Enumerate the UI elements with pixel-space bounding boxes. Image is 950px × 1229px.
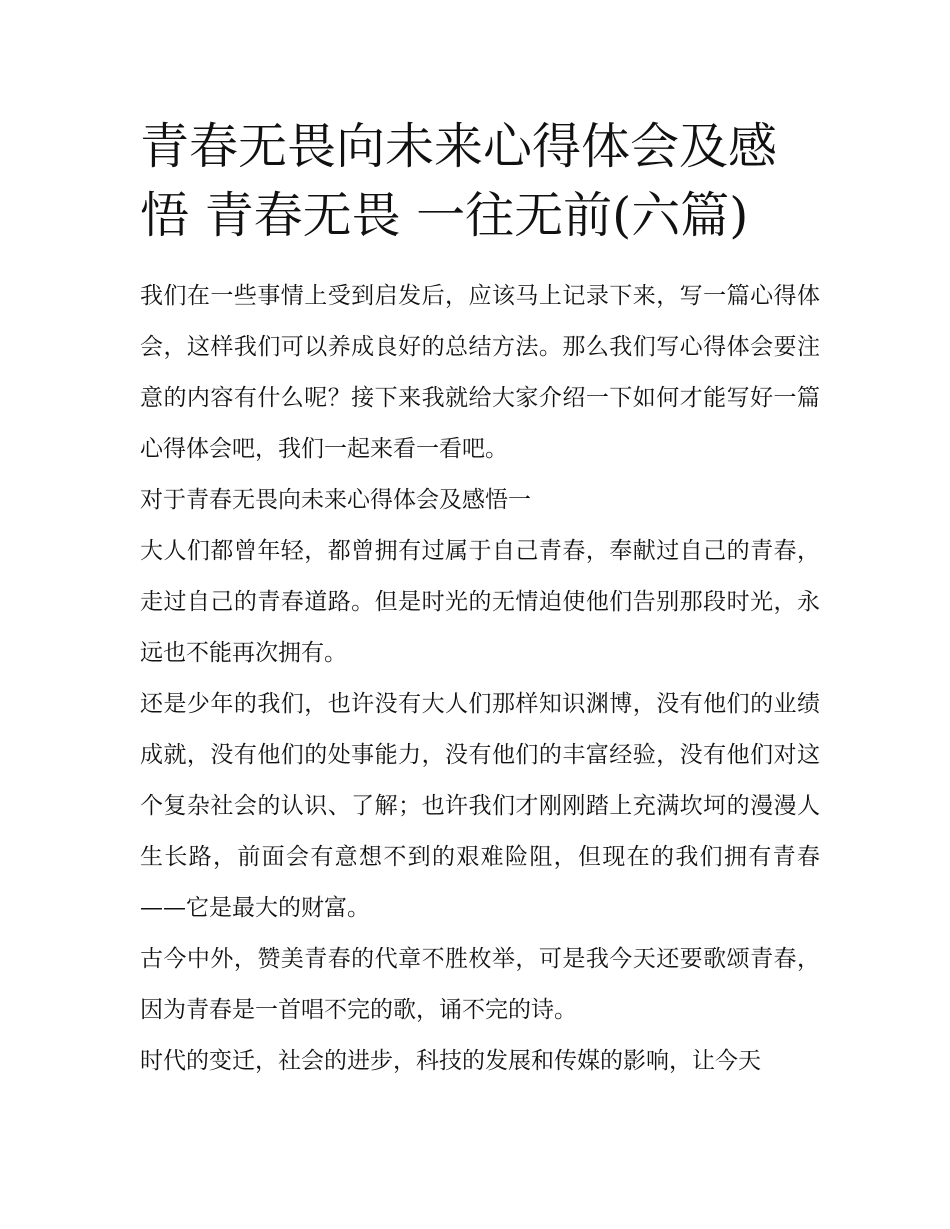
paragraph-intro: 我们在一些事情上受到启发后，应该马上记录下来，写一篇心得体会，这样我们可以养成良好的总结方法。那么我们写心得体会要注意的内容有什么呢？接下来我就给大家介绍一下如何才能写好一篇心得体会吧，我们一起来看一看吧。: [140, 283, 820, 462]
paragraph: 大人们都曾年轻，都曾拥有过属于自己青春，奉献过自己的青春，走过自己的青春道路。但是时光的无情迫使他们告别那段时光，永远也不能再次拥有。: [140, 538, 820, 666]
document-title: 青春无畏向未来心得体会及感悟 青春无畏 一往无前(六篇): [140, 118, 778, 244]
document-body: [140, 271, 820, 1087]
paragraph-section-heading: 对于青春无畏向未来心得体会及感悟一: [140, 487, 531, 513]
paragraph: 古今中外，赞美青春的代章不胜枚举，可是我今天还要歌颂青春，因为青春是一首唱不完的歌，诵不完的诗。: [140, 946, 820, 1023]
document-page: [140, 112, 820, 1087]
paragraph: 还是少年的我们，也许没有大人们那样知识渊博，没有他们的业绩成就，没有他们的处事能力，没有他们的丰富经验，没有他们对这个复杂社会的认识、了解；也许我们才刚刚踏上充满坎坷的漫漫人生长路，前面会有意想不到的艰难险阻，但现在的我们拥有青春——它是最大的财富。: [140, 691, 820, 921]
paragraph: 时代的变迁，社会的进步，科技的发展和传媒的影响，让今天: [140, 1048, 761, 1074]
